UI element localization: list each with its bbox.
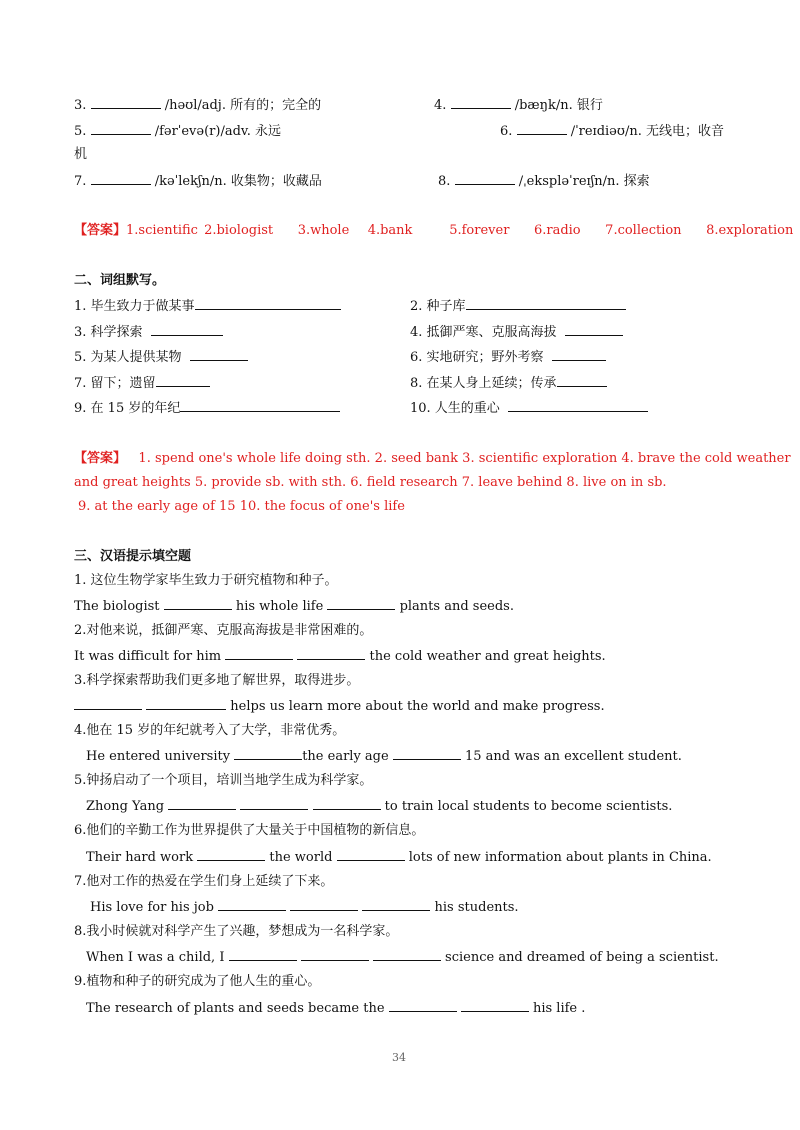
blank[interactable]: [91, 97, 161, 109]
blank[interactable]: [565, 324, 623, 336]
vocab-row-4: 4. /bæŋk/n. 银行: [434, 98, 603, 113]
q3-cn: 3.科学探索帮助我们更多地了解世界，取得进步。: [74, 673, 360, 688]
vocab-row-6: 6. /ˈreɪdiəʊ/n. 无线电；收音: [500, 124, 724, 139]
vocab-row-7: 7. /kəˈlekʃn/n. 收集物；收藏品: [74, 174, 322, 189]
blank[interactable]: [393, 748, 461, 760]
blank[interactable]: [297, 648, 365, 660]
blank[interactable]: [218, 899, 286, 911]
blank[interactable]: [197, 849, 265, 861]
blank[interactable]: [229, 949, 297, 961]
blank[interactable]: [373, 949, 441, 961]
blank[interactable]: [91, 173, 151, 185]
blank[interactable]: [313, 798, 381, 810]
answer-key-2: 【答案】 1. spend one's whole life doing sth. 2. seed bank 3. scientific exploration 4. brave the cold weather: [74, 451, 791, 466]
vocab-wrap: 机: [74, 147, 88, 162]
blank[interactable]: [362, 899, 430, 911]
answer-key-2-line3: 9. at the early age of 15 10. the focus of one's life: [78, 499, 405, 514]
q1-en: The biologist his whole life plants and seeds.: [74, 599, 514, 614]
q7-cn: 7.他对工作的热爱在学生们身上延续了下来。: [74, 874, 334, 889]
blank[interactable]: [466, 298, 626, 310]
blank[interactable]: [151, 324, 223, 336]
answer-key-2-line2: and great heights 5. provide sb. with sth. 6. field research 7. leave behind 8. live on in sb.: [74, 475, 667, 490]
vocab-row-3: 3. /həʊl/adj. 所有的；完全的: [74, 98, 322, 113]
blank[interactable]: [195, 298, 341, 310]
phrase-7: 7. 留下；遗留: [74, 375, 210, 392]
blank[interactable]: [557, 375, 607, 387]
vocab-row-5: 5. /fərˈevə(r)/adv. 永远: [74, 124, 281, 139]
answer-key-1: 【答案】1.scientific 2.biologist 3.whole 4.bank 5.forever 6.radio 7.collection 8.exploration: [74, 223, 794, 238]
phrase-1: 1. 毕生致力于做某事: [74, 298, 341, 315]
q1-cn: 1. 这位生物学家毕生致力于研究植物和种子。: [74, 573, 338, 588]
blank[interactable]: [389, 1000, 457, 1012]
phrase-6: 6. 实地研究；野外考察: [410, 349, 606, 366]
q8-cn: 8.我小时候就对科学产生了兴趣，梦想成为一名科学家。: [74, 924, 399, 939]
blank[interactable]: [461, 1000, 529, 1012]
section-3-title: 三、汉语提示填空题: [74, 549, 192, 564]
blank[interactable]: [225, 648, 293, 660]
blank[interactable]: [508, 400, 648, 412]
q4-en: He entered university the early age 15 and was an excellent student.: [86, 749, 682, 764]
q9-cn: 9.植物和种子的研究成为了他人生的重心。: [74, 974, 321, 989]
q8-en: When I was a child, I science and dreamed of being a scientist.: [86, 950, 719, 965]
blank[interactable]: [327, 598, 395, 610]
phrase-5: 5. 为某人提供某物: [74, 349, 248, 366]
blank[interactable]: [552, 349, 606, 361]
blank[interactable]: [74, 698, 142, 710]
phrase-2: 2. 种子库: [410, 298, 626, 315]
blank[interactable]: [451, 97, 511, 109]
blank[interactable]: [168, 798, 236, 810]
blank[interactable]: [146, 698, 226, 710]
blank[interactable]: [290, 899, 358, 911]
blank[interactable]: [164, 598, 232, 610]
q5-en: Zhong Yang to train local students to become scientists.: [86, 799, 673, 814]
phrase-10: 10. 人生的重心: [410, 400, 648, 417]
phrase-4: 4. 抵御严寒、克服高海拔: [410, 324, 623, 341]
blank[interactable]: [240, 798, 308, 810]
phrase-3: 3. 科学探索: [74, 324, 223, 341]
q2-en: It was difficult for him the cold weather and great heights.: [74, 649, 606, 664]
q7-en: His love for his job his students.: [90, 900, 519, 915]
page-number: 34: [392, 1051, 406, 1064]
blank[interactable]: [517, 123, 567, 135]
blank[interactable]: [190, 349, 248, 361]
blank[interactable]: [455, 173, 515, 185]
blank[interactable]: [301, 949, 369, 961]
phrase-8: 8. 在某人身上延续；传承: [410, 375, 607, 392]
vocab-row-8: 8. /ˌekspləˈreɪʃn/n. 探索: [438, 174, 650, 189]
q9-en: The research of plants and seeds became the his life .: [86, 1001, 586, 1016]
blank[interactable]: [234, 748, 302, 760]
blank[interactable]: [91, 123, 151, 135]
q2-cn: 2.对他来说，抵御严寒、克服高海拔是非常困难的。: [74, 623, 373, 638]
section-2-title: 二、词组默写。: [74, 273, 166, 288]
q6-cn: 6.他们的辛勤工作为世界提供了大量关于中国植物的新信息。: [74, 823, 425, 838]
blank[interactable]: [337, 849, 405, 861]
q4-cn: 4.他在 15 岁的年纪就考入了大学，非常优秀。: [74, 723, 346, 738]
q5-cn: 5.钟扬启动了一个项目，培训当地学生成为科学家。: [74, 773, 373, 788]
blank[interactable]: [156, 375, 210, 387]
q3-en: helps us learn more about the world and make progress.: [74, 698, 605, 715]
phrase-9: 9. 在 15 岁的年纪: [74, 400, 340, 417]
q6-en: Their hard work the world lots of new information about plants in China.: [86, 850, 712, 865]
blank[interactable]: [180, 400, 340, 412]
